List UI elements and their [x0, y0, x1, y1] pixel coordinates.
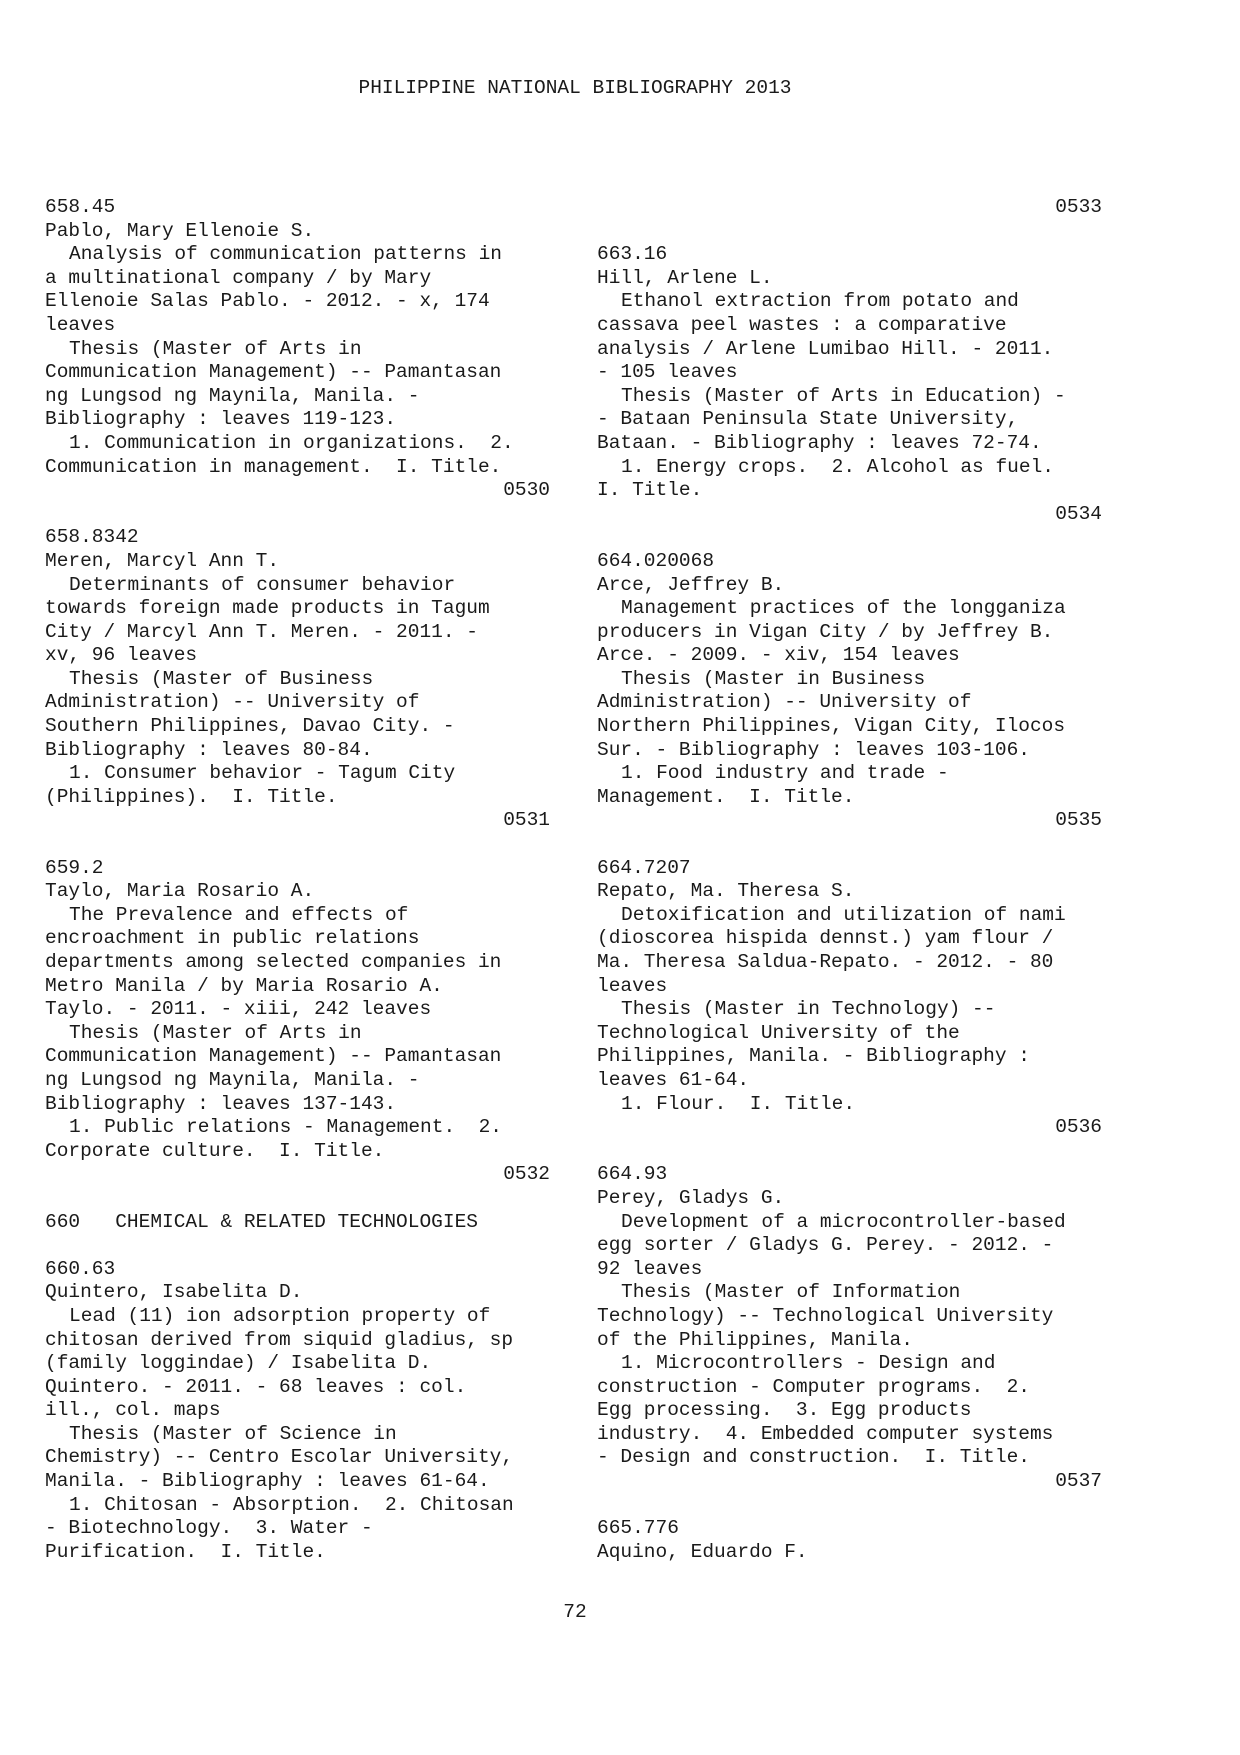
- page-number: 72: [563, 1601, 587, 1623]
- entry-number: 0532: [503, 1163, 550, 1186]
- text-line: Thesis (Master in Technology) --: [621, 998, 996, 1021]
- text-line: 664.020068: [597, 549, 715, 572]
- text-line: Quintero. - 2011. - 68 leaves : col.: [45, 1375, 467, 1398]
- text-line: construction - Computer programs. 2.: [597, 1375, 1030, 1398]
- text-line: 664.93: [597, 1163, 668, 1186]
- text-line: Pablo, Mary Ellenoie S.: [45, 219, 315, 242]
- text-line: Management. I. Title.: [597, 785, 855, 808]
- text-line: The Prevalence and effects of: [69, 903, 409, 926]
- text-line: Southern Philippines, Davao City. -: [45, 715, 455, 738]
- text-line: 660.63: [45, 1257, 116, 1280]
- entry-number: 0530: [503, 479, 550, 502]
- text-line: Determinants of consumer behavior: [69, 573, 456, 596]
- spacer: [597, 1140, 1102, 1164]
- text-line: Development of a microcontroller-based: [621, 1210, 1066, 1233]
- text-line: Hill, Arlene L.: [597, 266, 773, 289]
- text-line: Communication in management. I. Title.: [45, 455, 502, 478]
- spacer: [45, 1187, 550, 1211]
- text-line: leaves: [597, 974, 668, 997]
- text-line: City / Marcyl Ann T. Meren. - 2011. -: [45, 620, 478, 643]
- text-line: Analysis of communication patterns in: [69, 243, 502, 266]
- text-line: 1. Public relations - Management. 2.: [69, 1116, 502, 1139]
- text-line: 1. Communication in organizations. 2.: [69, 431, 514, 454]
- text-line: Administration) -- University of: [597, 691, 972, 714]
- text-line: - Design and construction. I. Title.: [597, 1446, 1030, 1469]
- text-line: Chemistry) -- Centro Escolar University,: [45, 1446, 514, 1469]
- text-line: Communication Management) -- Pamantasan: [45, 1045, 502, 1068]
- text-line: leaves: [45, 313, 116, 336]
- text-line: (family loggindae) / Isabelita D.: [45, 1352, 432, 1375]
- text-line: ng Lungsod ng Maynila, Manila. -: [45, 1068, 420, 1091]
- text-line: 660 CHEMICAL & RELATED TECHNOLOGIES: [45, 1210, 478, 1233]
- text-line: industry. 4. Embedded computer systems: [597, 1422, 1054, 1445]
- text-line: Bataan. - Bibliography : leaves 72-74.: [597, 431, 1042, 454]
- text-line: Egg processing. 3. Egg products: [597, 1399, 972, 1422]
- text-line: - Biotechnology. 3. Water -: [45, 1517, 373, 1540]
- text-line: Bibliography : leaves 119-123.: [45, 408, 397, 431]
- text-line: Aquino, Eduardo F.: [597, 1540, 808, 1563]
- text-line: Detoxification and utilization of nami: [621, 903, 1066, 926]
- text-line: Bibliography : leaves 137-143.: [45, 1092, 397, 1115]
- text-line: producers in Vigan City / by Jeffrey B.: [597, 620, 1054, 643]
- text-line: 1. Microcontrollers - Design and: [621, 1352, 996, 1375]
- text-line: Sur. - Bibliography : leaves 103-106.: [597, 738, 1030, 761]
- text-line: a multinational company / by Mary: [45, 266, 432, 289]
- text-line: 658.8342: [45, 526, 139, 549]
- text-line: Philippines, Manila. - Bibliography :: [597, 1045, 1030, 1068]
- text-line: Ellenoie Salas Pablo. - 2012. - x, 174: [45, 290, 490, 313]
- spacer: [45, 1234, 550, 1258]
- entry-number: 0534: [1055, 502, 1102, 525]
- spacer: [597, 526, 1102, 550]
- spacer: [597, 220, 1102, 244]
- text-line: Repato, Ma. Theresa S.: [597, 880, 855, 903]
- right-column: [597, 196, 1102, 1564]
- entry-number: 0536: [1055, 1116, 1102, 1139]
- text-line: Technology) -- Technological University: [597, 1304, 1054, 1327]
- text-line: xv, 96 leaves: [45, 644, 198, 667]
- text-line: Quintero, Isabelita D.: [45, 1281, 303, 1304]
- text-line: (Philippines). I. Title.: [45, 785, 338, 808]
- text-line: encroachment in public relations: [45, 927, 420, 950]
- text-line: Corporate culture. I. Title.: [45, 1139, 385, 1162]
- text-line: 1. Consumer behavior - Tagum City: [69, 762, 456, 785]
- text-line: Metro Manila / by Maria Rosario A.: [45, 974, 443, 997]
- text-line: cassava peel wastes : a comparative: [597, 313, 1007, 336]
- text-line: Communication Management) -- Pamantasan: [45, 361, 502, 384]
- text-line: leaves 61-64.: [597, 1068, 750, 1091]
- text-line: chitosan derived from siquid gladius, sp: [45, 1328, 514, 1351]
- page-header: PHILIPPINE NATIONAL BIBLIOGRAPHY 2013: [358, 77, 792, 99]
- text-line: Thesis (Master of Arts in: [69, 1021, 362, 1044]
- text-line: 665.776: [597, 1517, 679, 1540]
- text-line: 1. Food industry and trade -: [621, 762, 949, 785]
- text-line: analysis / Arlene Lumibao Hill. - 2011.: [597, 337, 1054, 360]
- entry-number: 0537: [1055, 1470, 1102, 1493]
- text-line: - 105 leaves: [597, 361, 738, 384]
- text-line: Thesis (Master of Arts in: [69, 337, 362, 360]
- text-line: Perey, Gladys G.: [597, 1186, 785, 1209]
- text-line: 663.16: [597, 243, 668, 266]
- text-line: Taylo, Maria Rosario A.: [45, 880, 315, 903]
- text-line: Manila. - Bibliography : leaves 61-64.: [45, 1470, 490, 1493]
- text-line: Thesis (Master of Arts in Education) -: [621, 384, 1066, 407]
- spacer: [45, 833, 550, 857]
- text-line: Thesis (Master of Science in: [69, 1422, 397, 1445]
- text-line: Meren, Marcyl Ann T.: [45, 549, 280, 572]
- text-line: Thesis (Master of Business: [69, 667, 374, 690]
- text-line: Thesis (Master in Business: [621, 667, 926, 690]
- text-line: ng Lungsod ng Maynila, Manila. -: [45, 384, 420, 407]
- text-line: Lead (11) ion adsorption property of: [69, 1304, 491, 1327]
- text-line: 1. Flour. I. Title.: [621, 1092, 856, 1115]
- spacer: [597, 833, 1102, 857]
- text-line: Ma. Theresa Saldua-Repato. - 2012. - 80: [597, 951, 1054, 973]
- text-line: Administration) -- University of: [45, 691, 420, 714]
- text-line: egg sorter / Gladys G. Perey. - 2012. -: [597, 1234, 1054, 1257]
- spacer: [45, 503, 550, 527]
- text-line: Thesis (Master of Information: [621, 1281, 961, 1304]
- text-line: Management practices of the longganiza: [621, 597, 1066, 620]
- text-line: Ethanol extraction from potato and: [621, 290, 1019, 313]
- entry-number: 0535: [1055, 809, 1102, 832]
- text-line: I. Title.: [597, 479, 703, 502]
- text-line: Northern Philippines, Vigan City, Ilocos: [597, 715, 1066, 738]
- spacer: [597, 1494, 1102, 1518]
- text-line: of the Philippines, Manila.: [597, 1328, 913, 1351]
- text-line: (dioscorea hispida dennst.) yam flour /: [597, 927, 1054, 950]
- text-line: departments among selected companies in: [45, 951, 502, 973]
- entry-number: 0533: [1055, 196, 1102, 218]
- text-line: 1. Energy crops. 2. Alcohol as fuel.: [621, 455, 1054, 478]
- text-line: ill., col. maps: [45, 1399, 221, 1422]
- text-line: 664.7207: [597, 856, 691, 879]
- left-column: [45, 196, 550, 1564]
- text-line: 659.2: [45, 856, 104, 879]
- text-line: Bibliography : leaves 80-84.: [45, 738, 373, 761]
- text-line: towards foreign made products in Tagum: [45, 597, 490, 620]
- text-line: 1. Chitosan - Absorption. 2. Chitosan: [69, 1493, 514, 1516]
- text-line: Taylo. - 2011. - xiii, 242 leaves: [45, 998, 432, 1021]
- text-line: Technological University of the: [597, 1021, 960, 1044]
- text-line: Arce, Jeffrey B.: [597, 573, 785, 596]
- text-line: Purification. I. Title.: [45, 1540, 326, 1563]
- text-line: - Bataan Peninsula State University,: [597, 408, 1019, 431]
- entry-number: 0531: [503, 809, 550, 832]
- text-line: 658.45: [45, 196, 116, 218]
- text-line: 92 leaves: [597, 1257, 703, 1280]
- text-line: Arce. - 2009. - xiv, 154 leaves: [597, 644, 960, 667]
